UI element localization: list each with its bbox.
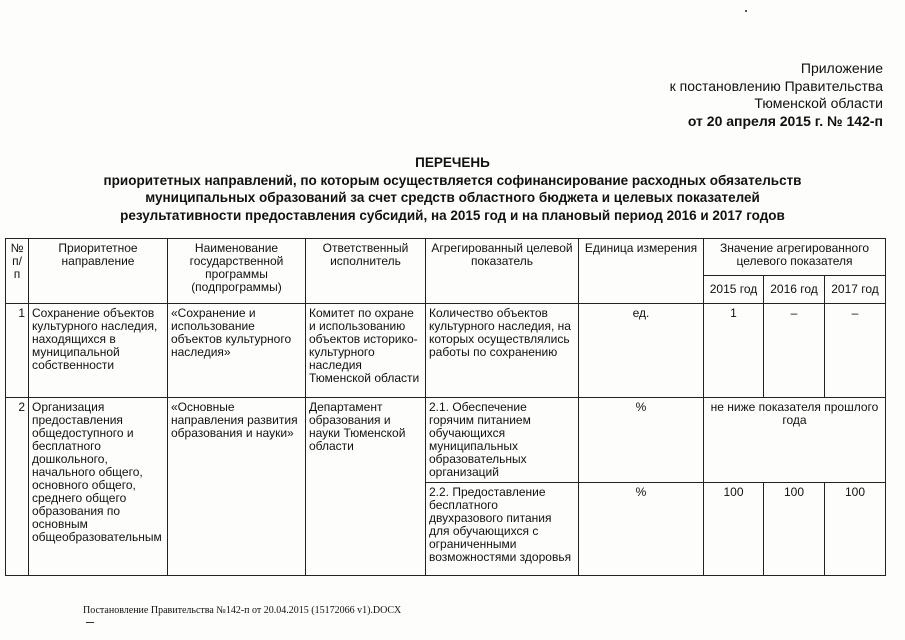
- row2-indicator-1: 2.1. Обеспечение горячим питанием обучающихся муниципальных образовательных организаций: [426, 398, 579, 483]
- row1-program: «Сохранение и использование объектов культурного наследия»: [168, 304, 306, 398]
- table-header-row: [6, 239, 886, 276]
- footer-mark: [86, 622, 94, 623]
- table-row: [6, 304, 886, 398]
- row2-indicator-2: 2.2. Предоставление бесплатного двухразового питания для обучающихся с ограниченными возможностями здоровья: [426, 483, 579, 576]
- row1-2017: –: [825, 304, 886, 398]
- header-program: Наименование государственной программы (подпрограммы): [168, 239, 306, 304]
- scan-speck: [745, 10, 747, 12]
- row1-indicator: Количество объектов культурного наследия, на которых осуществлялись работы по сохранению: [426, 304, 579, 398]
- row2-2016: 100: [764, 483, 825, 576]
- row2-unit-1: %: [579, 398, 704, 483]
- document-title: [0, 154, 905, 224]
- header-executor: Ответственный исполнитель: [306, 239, 426, 304]
- row1-2015: 1: [704, 304, 764, 398]
- priority-table: [5, 238, 886, 576]
- appendix-line-1: Приложение: [800, 60, 883, 76]
- title-line-2: муниципальных образований за счет средств областного бюджета и целевых показателей: [145, 190, 760, 205]
- header-direction: Приоритетное направление: [29, 239, 168, 304]
- row1-direction: Сохранение объектов культурного наследия, находящихся в муниципальной собственности: [29, 304, 168, 398]
- row2-unit-2: %: [579, 483, 704, 576]
- row1-unit: ед.: [579, 304, 704, 398]
- appendix-block: [670, 60, 883, 130]
- table-row: [6, 398, 886, 483]
- footer-filename: Постановление Правительства №142-п от 20.04.2015 (15172066 v1).DOCX: [83, 605, 402, 616]
- row2-value-1: не ниже показателя прошлого года: [704, 398, 886, 483]
- row2-2017: 100: [825, 483, 886, 576]
- title-heading: ПЕРЕЧЕНЬ: [415, 155, 490, 170]
- row2-2015: 100: [704, 483, 764, 576]
- row1-2016: –: [764, 304, 825, 398]
- row1-num: 1: [6, 304, 29, 398]
- title-line-1: приоритетных направлений, по которым осуществляется софинансирование расходных обязательств: [103, 172, 802, 188]
- header-2015: 2015 год: [704, 276, 764, 304]
- appendix-line-3: Тюменской области: [754, 95, 883, 111]
- header-2017: 2017 год: [825, 276, 886, 304]
- title-line-3: результативности предоставления субсидий, на 2015 год и на плановый период 2016 и 2017 годов: [120, 207, 785, 223]
- appendix-line-4: от 20 апреля 2015 г. № 142-п: [687, 112, 883, 129]
- header-indicator: Агрегированный целевой показатель: [426, 239, 579, 304]
- header-num: № п/п: [6, 239, 29, 304]
- header-unit: Единица измерения: [579, 239, 704, 304]
- row2-program: «Основные направления развития образования и науки»: [168, 398, 306, 576]
- header-value: Значение агрегированного целевого показателя: [704, 239, 886, 276]
- row2-num: 2: [6, 398, 29, 576]
- header-2016: 2016 год: [764, 276, 825, 304]
- row1-executor: Комитет по охране и использованию объектов историко-культурного наследия Тюменской области: [306, 304, 426, 398]
- row2-executor: Департамент образования и науки Тюменской области: [306, 398, 426, 576]
- row2-direction: Организация предоставления общедоступного и бесплатного дошкольного, начального общего, основного общего, среднего общего образования по основным общеобразовательным: [29, 398, 168, 576]
- appendix-line-2: к постановлению Правительства: [669, 77, 883, 94]
